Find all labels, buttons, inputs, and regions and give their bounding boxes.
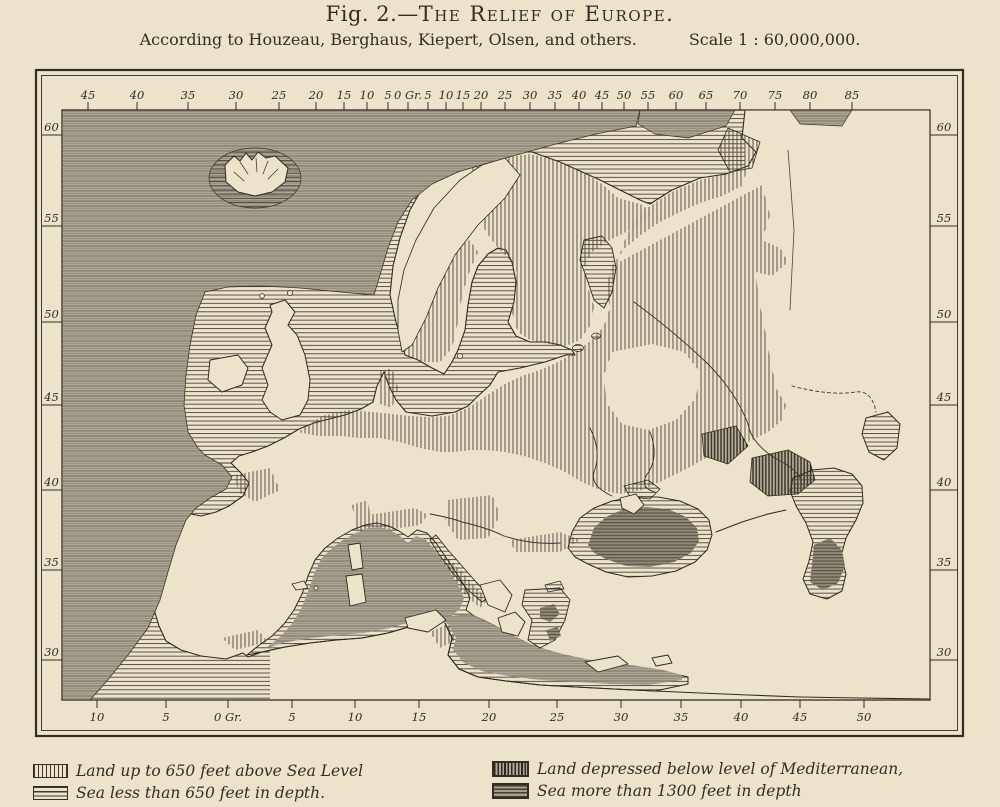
top-tick-label: 25 [271,88,287,102]
figure-title-main: The Relief of Europe. [418,2,675,26]
lake-ladoga [573,345,584,352]
top-tick-label: 15 [336,88,352,102]
left-tick-label: 35 [44,555,59,569]
top-tick-label: 80 [802,88,818,102]
top-tick-label: 0 Gr. [393,88,423,102]
left-tick-label: 60 [44,120,59,134]
legend-item [33,761,363,780]
bottom-tick-label: 20 [481,710,497,724]
top-tick-label: 20 [308,88,324,102]
top-tick-label: 45 [80,88,96,102]
top-tick-label: 20 [473,88,489,102]
bottom-tick-label: 30 [613,710,629,724]
legend-item [492,759,903,778]
right-tick-label: 30 [936,645,952,659]
top-tick-label: 30 [228,88,244,102]
top-tick-label: 40 [129,88,145,102]
top-tick-label: 65 [698,88,714,102]
top-tick-label: 15 [455,88,471,102]
bottom-tick-label: 25 [549,710,565,724]
top-tick-label: 55 [640,88,656,102]
top-tick-label: 10 [438,88,454,102]
top-tick-label: 35 [180,88,196,102]
land-depressed-swatch-icon [492,761,529,777]
left-tick-label: 55 [44,211,59,225]
bottom-tick-label: 45 [792,710,808,724]
top-tick-label: 45 [594,88,610,102]
bottom-tick-label: 5 [288,710,296,724]
left-tick-label: 45 [44,390,59,404]
left-tick-label: 30 [44,645,59,659]
legend-item [33,783,363,802]
top-tick-label: 5 [384,88,392,102]
legend-label: Land depressed below level of Mediterranean, [537,759,904,778]
legend-left [33,761,363,802]
iceland [209,148,301,208]
right-tick-label: 40 [936,475,952,489]
minorca-isle [314,586,318,590]
top-tick-label: 40 [571,88,587,102]
figure-number: Fig. 2.— [325,2,419,26]
top-tick-label: 30 [522,88,538,102]
bottom-tick-label: 0 Gr. [213,710,243,724]
top-tick-label: 75 [767,88,783,102]
attribution-text: According to Houzeau, Berghaus, Kiepert, Olsen, and others. [139,30,637,49]
top-tick-label: 50 [616,88,632,102]
faroe-isle [260,294,265,299]
bottom-tick-label: 35 [673,710,689,724]
right-tick-label: 45 [936,390,952,404]
legend-label: Land up to 650 feet above Sea Level [76,761,364,780]
gotland-isle [457,353,462,358]
bottom-tick-label: 40 [733,710,749,724]
right-tick-label: 50 [936,307,952,321]
top-tick-label: 70 [732,88,748,102]
sea-650-swatch-icon [33,786,68,800]
bottom-tick-label: 5 [162,710,170,724]
top-tick-label: 85 [844,88,860,102]
bottom-tick-label: 15 [411,710,427,724]
legend-item [492,781,903,800]
top-tick-label: 10 [359,88,375,102]
right-tick-label: 60 [936,120,952,134]
bottom-tick-label: 10 [347,710,363,724]
top-tick-label: 35 [547,88,563,102]
top-tick-label: 25 [497,88,513,102]
bottom-tick-label: 50 [856,710,872,724]
top-tick-label: 5 [424,88,432,102]
left-tick-label: 40 [44,475,59,489]
sea-1300-swatch-icon [492,783,529,799]
sardinia [346,574,366,606]
left-tick-label: 50 [44,307,59,321]
shetland-isle [287,290,292,295]
scale-text: Scale 1 : 60,000,000. [688,30,861,49]
kara-deep-patch [790,110,852,126]
lake-onega [592,333,601,339]
top-tick-label: 60 [668,88,684,102]
map-art [62,110,930,700]
legend-right [492,759,903,800]
right-tick-label: 55 [936,211,952,225]
bottom-tick-label: 10 [89,710,105,724]
right-tick-label: 35 [936,555,952,569]
legend-label: Sea more than 1300 feet in depth [537,781,802,800]
land-650-swatch-icon [33,764,68,778]
legend-label: Sea less than 650 feet in depth. [76,783,326,802]
